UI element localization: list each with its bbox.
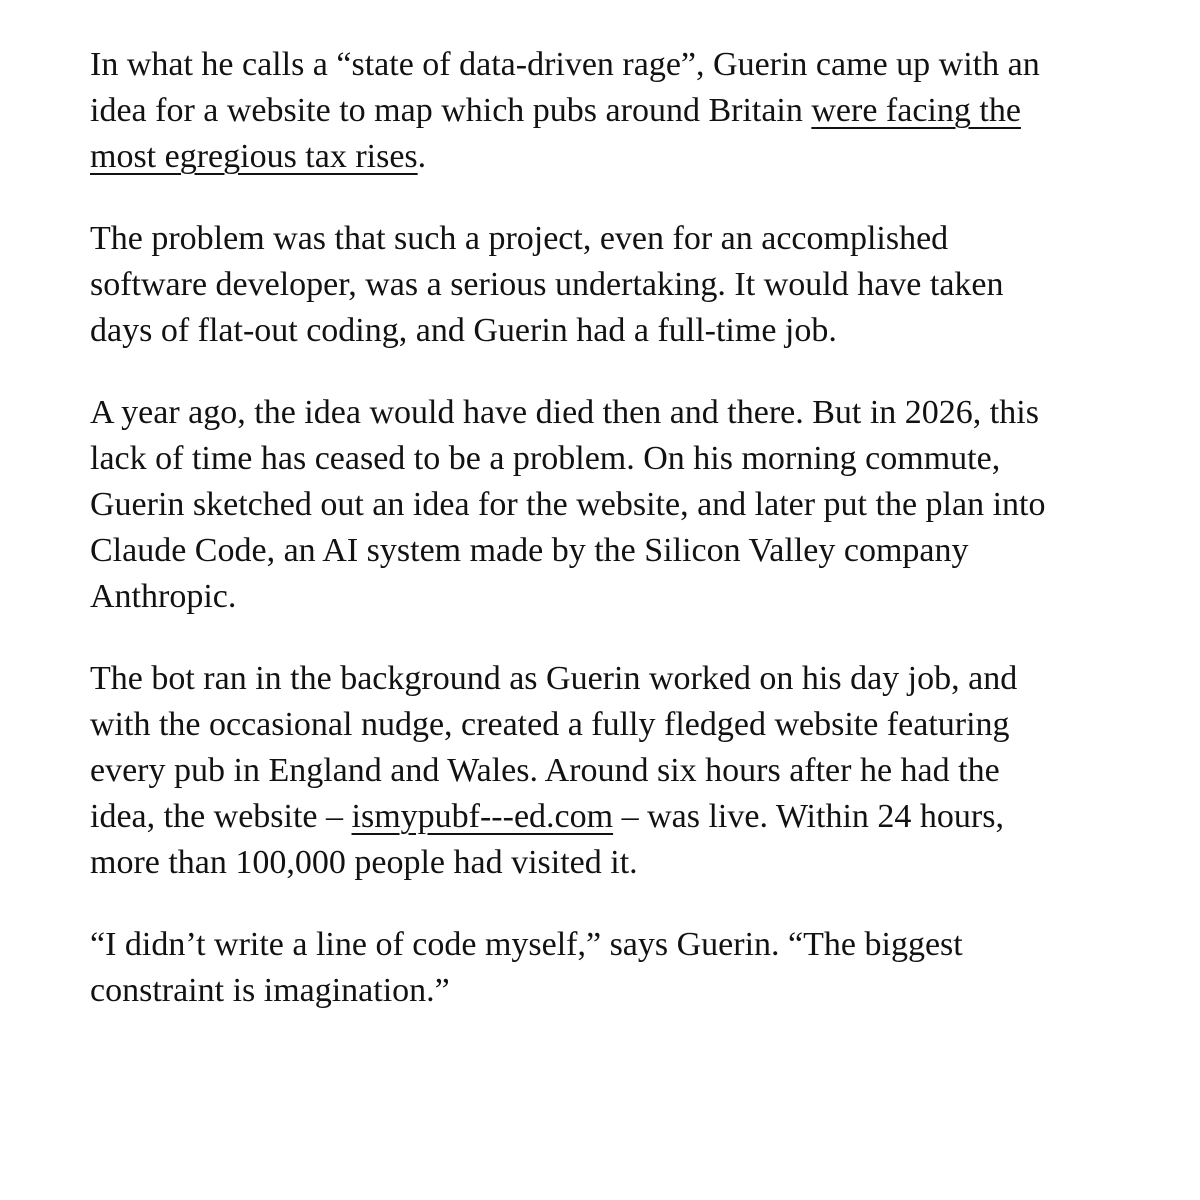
article-text: . (417, 138, 427, 175)
article-text: The bot ran in the background as Guerin worked on his day job, and with the occasional nudge, created a fully fledged website featuring every pub in England and Wales. Around six hours after he had the idea, the website – (90, 660, 1018, 835)
article-paragraph (90, 216, 1065, 354)
article-text: A year ago, the idea would have died then and there. But in 2026, this lack of time has ceased to be a problem. On his morning commute, Guerin sketched out an idea for the website, and later put the plan into Claude Code, an AI system made by the Silicon Valley company Anthropic. (90, 394, 1046, 615)
article-text: In what he calls a “state of data-driven rage”, Guerin came up with an idea for a website to map which pubs around Britain (90, 46, 1040, 129)
article-link[interactable]: ismypubf---ed.com (351, 798, 614, 835)
article-paragraph (90, 656, 1065, 886)
article-text: The problem was that such a project, even for an accomplished software developer, was a serious undertaking. It would have taken days of flat-out coding, and Guerin had a full-time job. (90, 220, 1004, 349)
article-text: “I didn’t write a line of code myself,” says Guerin. “The biggest constraint is imagination.” (90, 926, 963, 1009)
article-text: – was live. Within 24 hours, more than 100,000 people had visited it. (90, 798, 1004, 881)
article-paragraph (90, 390, 1065, 620)
article-paragraph (90, 42, 1065, 180)
article-paragraph (90, 922, 1065, 1014)
article-link[interactable]: were facing the most egregious tax rises (90, 92, 1021, 175)
